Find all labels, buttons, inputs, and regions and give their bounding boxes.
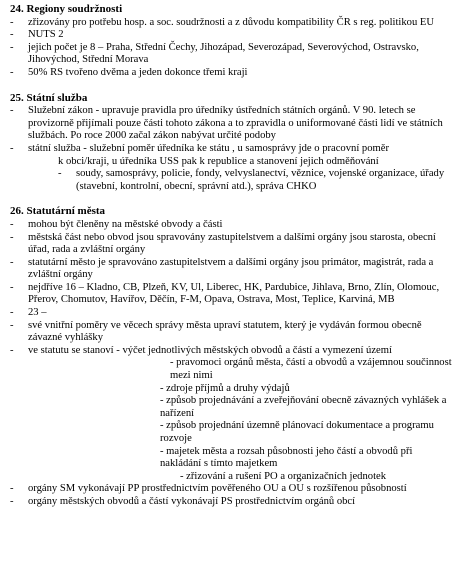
section-heading: 24. Regiony soudržnosti: [10, 3, 123, 15]
statute-subitem: [10, 446, 455, 471]
list-item: [10, 67, 455, 80]
section-statutory-cities: [10, 205, 455, 508]
section-regions: [10, 3, 455, 80]
dash-bullet: -: [10, 256, 14, 268]
list-item: [10, 320, 455, 345]
statute-subitem: [10, 471, 455, 484]
list-item: [10, 282, 455, 307]
item-text: - způsob projednání územně plánovací dokumentace a programu rozvoje: [160, 420, 434, 444]
section-heading: 26. Statutární města: [10, 205, 106, 218]
list-item: [10, 29, 455, 42]
list-item: [10, 105, 455, 143]
list-item: [10, 17, 455, 30]
dash-bullet: -: [10, 29, 14, 41]
statute-subitem: [10, 420, 455, 445]
dash-bullet: -: [10, 483, 14, 495]
item-text: - zdroje příjmů a druhy výdajů: [160, 382, 290, 394]
list-item: [10, 257, 455, 282]
list-item: [10, 219, 455, 232]
section-civil-service: [10, 92, 455, 194]
list-item: [10, 42, 455, 67]
list-item: [10, 496, 455, 509]
item-text: statutární město je spravováno zastupitelstvem a dalšími orgány jsou primátor, magistrát, rada a zvláštní orgány: [28, 256, 434, 281]
item-text: 50% RS tvořeno dvěma a jeden dokonce třemi kraji: [28, 66, 248, 78]
item-text: Služební zákon - upravuje pravidla pro úředníky ústředních státních orgánů. V 90. letech se provizorně přijímali pouze části tohoto zákona a to zpravidla o uniformované části lidí ve státních službách. Po roce 2000 začal zákon nabývat určité podoby: [28, 105, 443, 142]
item-text: jejich počet je 8 – Praha, Střední Čechy, Jihozápad, Severozápad, Severovýchod, Ostravsko, Jihovýchod, Střední Morava: [28, 41, 419, 66]
item-text: - způsob projednávání a zveřejňování obecně závazných vyhlášek a nařízení: [160, 395, 447, 419]
item-text: své vnitřní poměry ve věcech správy města upraví statutem, který je vydáván formou obecně závazné vyhlášky: [28, 319, 422, 344]
list-item: [10, 307, 455, 320]
list-item: [10, 168, 455, 193]
dash-bullet: -: [10, 41, 14, 53]
list-item: [10, 345, 455, 358]
item-text: - zřizování a rušení PO a organizačních jednotek: [180, 470, 387, 482]
list-item-continuation: [10, 156, 455, 169]
item-text: - pravomoci orgánů města, částí a obvodů a vzájemnou součinnost mezi nimi: [170, 357, 452, 382]
item-text: k obci/kraji, u úředníka USS pak k republice a stanovení jejich odměňování: [58, 155, 379, 167]
item-text: zřizovány pro potřebu hosp. a soc. soudržnosti a z důvodu kompatibility ČR s reg. politikou EU: [28, 16, 435, 28]
dash-bullet: -: [10, 319, 14, 331]
dash-bullet: -: [10, 66, 14, 78]
list-item: [10, 483, 455, 496]
item-text: orgány městských obvodů a částí vykonávají PS prostřednictvím orgánů obcí: [28, 495, 356, 507]
statute-subitem: [10, 383, 455, 396]
dash-bullet: -: [10, 307, 14, 319]
item-text: státní služba - služební poměr úředníka ke státu , u samosprávy jde o pracovní poměr: [28, 142, 389, 154]
dash-bullet: -: [10, 495, 14, 507]
list-item: [10, 143, 455, 156]
dash-bullet: -: [10, 281, 14, 293]
list-item: [10, 232, 455, 257]
dash-bullet: -: [10, 231, 14, 243]
dash-bullet: -: [10, 105, 14, 117]
item-text: 23 –: [28, 307, 47, 319]
item-text: městská část nebo obvod jsou spravovány zastupitelstvem a dalšími orgány jsou starosta, obecní úřad, rada a zvláštní orgány: [28, 231, 436, 256]
dash-bullet: -: [10, 16, 14, 28]
item-text: ve statutu se stanoví - výčet jednotlivých městských obvodů a částí a vymezení území: [28, 344, 392, 356]
section-heading: 25. Státní služba: [10, 91, 88, 104]
item-text: soudy, samosprávy, policie, fondy, velvyslanectví, věznice, vojenské organizace, úřady (stavební, kontrolní, obecní, správní atd.), správa CHKO: [76, 168, 445, 192]
dash-bullet: -: [58, 168, 62, 180]
item-text: mohou být členěny na městské obvody a části: [28, 218, 223, 230]
statute-subitem: [10, 357, 455, 382]
dash-bullet: -: [10, 344, 14, 356]
item-text: orgány SM vykonávají PP prostřednictvím pověřeného OU a OU s rozšířenou působností: [28, 483, 407, 495]
dash-bullet: -: [10, 142, 14, 154]
dash-bullet: -: [10, 218, 14, 230]
item-text: nejdříve 16 – Kladno, CB, Plzeň, KV, Ul, Liberec, HK, Pardubice, Jihlava, Brno, Zlín, Olomouc, Přerov, Chomutov, Havířov, Děčín, F-M, Opava, Ostrava, Most, Teplice, Karviná, MB: [28, 281, 440, 306]
item-text: NUTS 2: [28, 29, 64, 41]
item-text: - majetek města a rozsah působnosti jeho částí a obvodů při nakládání s tímto majetkem: [160, 445, 413, 470]
statute-subitem: [10, 395, 455, 420]
